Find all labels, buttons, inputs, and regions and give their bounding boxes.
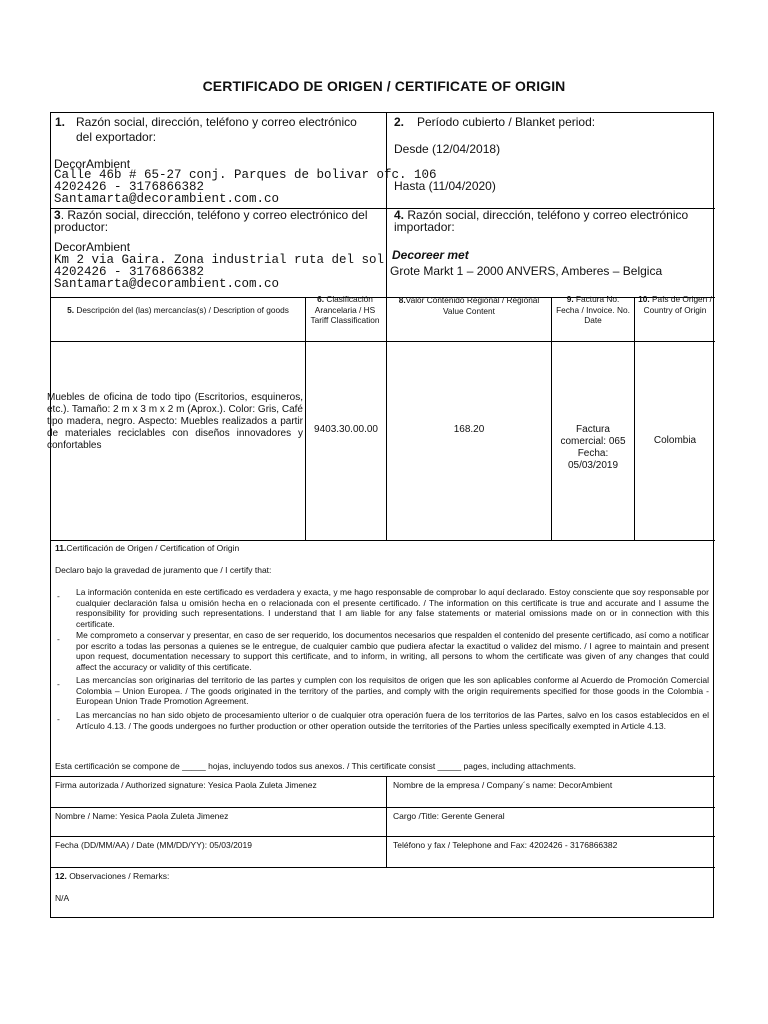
- divider-h-cert: [51, 540, 715, 541]
- goods-invoice: [552, 424, 634, 472]
- column-9-number: 9.: [566, 294, 574, 304]
- period-from: Desde (12/04/2018): [394, 142, 501, 156]
- column-5-label: Descripción del (las) mercancías(s) / Description of goods: [74, 305, 289, 315]
- bullet-4: -: [57, 714, 60, 724]
- certification-statement-4: Las mercancías no han sido objeto de procesamiento ulterior o de cualquier otra operación fuera de los territorios de las Partes, salvo en los casos establecidos en el Artículo 4.13. / The goods undergoes no further production or other operation outside the territories of the Parties unless specifically exempted in Article 4.13.: [76, 710, 709, 731]
- certification-statement-3: Las mercancías son originarias del territorio de las partes y cumplen con los requisitos de origen que les son aplicables conforme al Acuerdo de Promoción Comercial Colombia – Union Europea. / The goods originated in the territory of the parties, and comply with the origin requirements specified for those goods in the Colombia - European Union Trade Promotion Agreement.: [76, 675, 709, 706]
- producer-name: DecorAmbient: [54, 240, 131, 254]
- goods-invoice-line1: Factura: [576, 424, 610, 435]
- section-1-heading: Razón social, dirección, teléfono y correo electrónico: [76, 115, 357, 129]
- certification-number: 11.: [55, 543, 67, 553]
- section-2-number: 2.: [394, 115, 405, 129]
- signature-date: Fecha (DD/MM/AA) / Date (MM/DD/YY): 05/03/2019: [55, 840, 252, 850]
- divider-h-sig3: [51, 836, 715, 837]
- section-3-heading-line2: productor:: [54, 220, 109, 234]
- divider-v-col10: [634, 297, 635, 540]
- section-2-heading: Período cubierto / Blanket period:: [417, 115, 596, 129]
- remarks-number: 12.: [55, 871, 67, 881]
- column-6-number: 6.: [317, 294, 325, 304]
- producer-address: Km 2 via Gaira. Zona industrial ruta del sol: [54, 253, 385, 267]
- divider-v-top: [386, 113, 387, 297]
- certificate-form: [47, 112, 714, 918]
- column-9-label: Factura No. Fecha / Invoice. No. Date: [556, 294, 630, 325]
- authorized-signature: Firma autorizada / Authorized signature: Yesica Paola Zuleta Jimenez: [55, 780, 317, 790]
- divider-h-sig1: [51, 776, 715, 777]
- bullet-3: -: [57, 679, 60, 689]
- importer-address: Grote Markt 1 – 2000 ANVERS, Amberes – Belgica: [390, 264, 663, 278]
- column-8-label: Valor Contenido Regional / Regional Value Content: [405, 295, 540, 316]
- bullet-1: -: [57, 591, 60, 601]
- certification-statement-1: La información contenida en este certificado es verdadera y exacta, y me hago responsable de comprobar lo aquí declarado. Estoy consciente que soy responsable por cualquier declaración falsa u omisión hecha en o relacionada con el presente certificado. / The information on this certificate is true and accurate and I assume the responsibility for providing such representations. I understand that I am liable for any false statements or material omissions made on or in connection with this certificate.: [76, 587, 709, 629]
- signer-name: Nombre / Name: Yesica Paola Zuleta Jimenez: [55, 811, 229, 821]
- column-8-number: 8.: [398, 295, 406, 305]
- column-header-hs: [309, 294, 381, 326]
- exporter-phone: 4202426 - 3176866382: [54, 180, 205, 194]
- column-6-label: Clasificación Arancelaria / HS Tariff Classification: [310, 294, 380, 325]
- divider-v-col6: [305, 297, 306, 540]
- section-3-number: 3: [54, 208, 61, 222]
- remarks-value: N/A: [55, 893, 70, 903]
- certification-heading-text: Certificación de Origen / Certification of Origin: [66, 543, 240, 553]
- producer-phone: 4202426 - 3176866382: [54, 265, 205, 279]
- divider-v-sig: [386, 776, 387, 867]
- divider-h-goods: [51, 341, 715, 342]
- column-header-origin: [636, 294, 714, 315]
- section-1-heading-line2: del exportador:: [76, 130, 157, 144]
- exporter-email: Santamarta@decorambient.com.co: [54, 192, 280, 206]
- certification-intro: Declaro bajo la gravedad de juramento que / I certify that:: [55, 565, 272, 575]
- divider-h-sig2: [51, 807, 715, 808]
- section-4-heading-text: Razón social, dirección, teléfono y correo electrónico: [404, 208, 689, 222]
- remarks-heading-text: Observaciones / Remarks:: [66, 871, 170, 881]
- exporter-name: DecorAmbient: [54, 157, 131, 171]
- goods-invoice-line4: 05/03/2019: [567, 460, 619, 471]
- producer-email: Santamarta@decorambient.com.co: [54, 277, 280, 291]
- company-name: Nombre de la empresa / Company´s name: DecorAmbient: [393, 780, 613, 790]
- certification-statement-2: Me comprometo a conservar y presentar, en caso de ser requerido, los documentos necesarios que respalden el contenido del presente certificado, así como a notificar por escrito a todas las personas a quienes se le entregue, de cualquier cambio que pudiera afectar la exactitud o validez del mismo. / I agree to maintain and present upon request, documentation necessary to support this certificate, and to inform, in writing, all persons to whom the certificate was given of any changes that could affect the accuracy or validity of this certificate.: [76, 630, 709, 672]
- column-10-label: País de Origen / Country of Origin: [643, 294, 712, 315]
- remarks-heading: [55, 871, 169, 882]
- section-4-heading-line2: importador:: [394, 220, 455, 234]
- exporter-address: Calle 46b # 65-27 conj. Parques de bolivar ofc. 106: [54, 168, 437, 182]
- goods-description: Muebles de oficina de todo tipo (Escritorios, esquineros, etc.). Tamaño: 2 m x 3 m x 2 m (Aprox.). Color: Gris, Café tipo madera, negro. Aspecto: Muebles realizados a partir de materiales reciclables con diseños innovadores y confortables: [47, 392, 303, 451]
- certificate-title: CERTIFICADO DE ORIGEN / CERTIFICATE OF ORIGIN: [202, 78, 566, 94]
- period-to: Hasta (11/04/2020): [394, 179, 496, 193]
- column-header-rvc: [391, 295, 547, 316]
- column-header-description: [53, 305, 303, 316]
- divider-h-remarks: [51, 867, 715, 868]
- goods-regional-value: 168.20: [453, 424, 485, 435]
- divider-v-col9: [551, 297, 552, 540]
- goods-origin: Colombia: [653, 435, 697, 446]
- bullet-2: -: [57, 634, 60, 644]
- column-header-invoice: [556, 294, 630, 326]
- goods-invoice-line3: Fecha:: [577, 448, 609, 459]
- section-1-number: 1.: [55, 115, 66, 129]
- certification-heading: [55, 543, 239, 554]
- column-5-number: 5.: [67, 305, 75, 315]
- goods-hs-code: 9403.30.00.00: [314, 424, 378, 435]
- signer-title: Cargo /Title: Gerente General: [393, 811, 505, 821]
- section-3-heading-text: . Razón social, dirección, teléfono y correo electrónico del: [60, 208, 368, 222]
- importer-name: Decoreer met: [392, 248, 469, 262]
- certification-pages: Esta certificación se compone de _____ hojas, incluyendo todos sus anexos. / This certificate consist _____ pages, including attachments.: [55, 761, 577, 771]
- divider-v-col8: [386, 297, 387, 540]
- signer-telephone: Teléfono y fax / Telephone and Fax: 4202426 - 3176866382: [393, 840, 618, 850]
- goods-invoice-line2: comercial: 065: [560, 436, 626, 447]
- section-4-number: 4.: [394, 208, 405, 222]
- column-10-number: 10.: [638, 294, 650, 304]
